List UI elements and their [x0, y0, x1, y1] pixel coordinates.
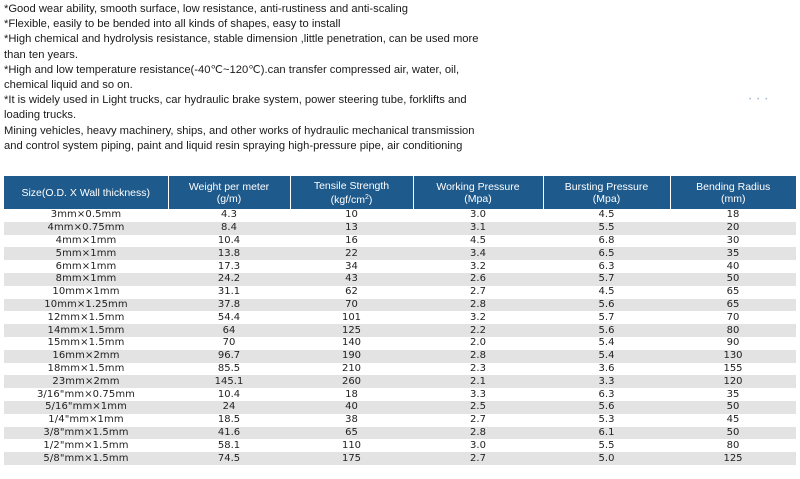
cell-bursting-pressure: 5.4 — [543, 337, 670, 350]
cell-weight: 4.3 — [168, 209, 290, 222]
description-line: *Flexible, easily to be bended into all kinds of shapes, easy to install — [4, 18, 341, 31]
cell-size: 6mm×1mm — [4, 260, 168, 273]
cell-working-pressure: 3.4 — [413, 247, 543, 260]
cell-tensile: 210 — [290, 363, 413, 376]
cell-bending-radius: 80 — [670, 439, 796, 452]
cell-bursting-pressure: 5.7 — [543, 273, 670, 286]
cell-bending-radius: 45 — [670, 414, 796, 427]
header-working-pressure: Working Pressure (Mpa) — [413, 176, 543, 209]
table-row — [4, 350, 796, 363]
cell-bursting-pressure: 5.6 — [543, 299, 670, 312]
decorative-dots: ••• — [749, 97, 774, 103]
cell-bursting-pressure: 6.1 — [543, 427, 670, 440]
table-row — [4, 247, 796, 260]
cell-working-pressure: 3.3 — [413, 388, 543, 401]
cell-weight: 24.2 — [168, 273, 290, 286]
cell-working-pressure: 2.6 — [413, 273, 543, 286]
cell-size: 15mm×1.5mm — [4, 337, 168, 350]
table-row — [4, 299, 796, 312]
cell-weight: 41.6 — [168, 427, 290, 440]
cell-working-pressure: 3.2 — [413, 311, 543, 324]
cell-tensile: 190 — [290, 350, 413, 363]
cell-bending-radius: 50 — [670, 427, 796, 440]
description-line: than ten years. — [4, 48, 79, 61]
description-line: *High chemical and hydrolysis resistance, stable dimension ,little penetration, can be used more — [4, 33, 479, 46]
cell-weight: 64 — [168, 324, 290, 337]
cell-tensile: 175 — [290, 452, 413, 465]
header-bursting-pressure: Bursting Pressure (Mpa) — [543, 176, 670, 209]
cell-working-pressure: 2.1 — [413, 375, 543, 388]
header-bending-radius: Bending Radius (mm) — [670, 176, 796, 209]
cell-bursting-pressure: 3.3 — [543, 375, 670, 388]
cell-size: 3/16"mm×0.75mm — [4, 388, 168, 401]
cell-tensile: 22 — [290, 247, 413, 260]
cell-bending-radius: 120 — [670, 375, 796, 388]
table-row — [4, 452, 796, 465]
cell-bending-radius: 80 — [670, 324, 796, 337]
cell-tensile: 13 — [290, 222, 413, 235]
cell-tensile: 40 — [290, 401, 413, 414]
product-description — [4, 2, 504, 154]
cell-working-pressure: 2.3 — [413, 363, 543, 376]
cell-working-pressure: 2.8 — [413, 427, 543, 440]
cell-bending-radius: 155 — [670, 363, 796, 376]
table-row — [4, 439, 796, 452]
cell-bursting-pressure: 5.6 — [543, 401, 670, 414]
cell-size: 5/16"mm×1mm — [4, 401, 168, 414]
table-row — [4, 286, 796, 299]
cell-size: 3/8"mm×1.5mm — [4, 427, 168, 440]
cell-bending-radius: 50 — [670, 401, 796, 414]
cell-bending-radius: 35 — [670, 388, 796, 401]
cell-size: 16mm×2mm — [4, 350, 168, 363]
cell-working-pressure: 2.8 — [413, 350, 543, 363]
cell-bending-radius: 18 — [670, 209, 796, 222]
cell-working-pressure: 2.7 — [413, 452, 543, 465]
cell-size: 12mm×1.5mm — [4, 311, 168, 324]
description-line: Mining vehicles, heavy machinery, ships, and other works of hydraulic mechanical transmission — [4, 124, 475, 137]
cell-weight: 18.5 — [168, 414, 290, 427]
cell-bending-radius: 20 — [670, 222, 796, 235]
cell-size: 18mm×1.5mm — [4, 363, 168, 376]
specification-table — [4, 176, 796, 465]
header-size: Size(O.D. X Wall thickness) — [4, 176, 168, 209]
cell-size: 4mm×0.75mm — [4, 222, 168, 235]
cell-bursting-pressure: 4.5 — [543, 286, 670, 299]
cell-working-pressure: 3.0 — [413, 439, 543, 452]
table-row — [4, 363, 796, 376]
cell-bursting-pressure: 5.6 — [543, 324, 670, 337]
table-row — [4, 324, 796, 337]
cell-bursting-pressure: 6.3 — [543, 388, 670, 401]
cell-weight: 24 — [168, 401, 290, 414]
cell-working-pressure: 2.2 — [413, 324, 543, 337]
cell-bursting-pressure: 6.8 — [543, 235, 670, 248]
cell-tensile: 43 — [290, 273, 413, 286]
cell-working-pressure: 2.8 — [413, 299, 543, 312]
description-line: *Good wear ability, smooth surface, low resistance, anti-rustiness and anti-scaling — [4, 3, 408, 15]
table-row — [4, 427, 796, 440]
cell-bursting-pressure: 4.5 — [543, 209, 670, 222]
cell-tensile: 18 — [290, 388, 413, 401]
cell-size: 23mm×2mm — [4, 375, 168, 388]
table-row — [4, 260, 796, 273]
cell-bending-radius: 65 — [670, 286, 796, 299]
cell-size: 3mm×0.5mm — [4, 209, 168, 222]
description-line: chemical liquid and so on. — [4, 79, 133, 92]
description-line: loading trucks. — [4, 109, 77, 122]
cell-tensile: 10 — [290, 209, 413, 222]
cell-size: 4mm×1mm — [4, 235, 168, 248]
cell-bending-radius: 70 — [670, 311, 796, 324]
cell-bending-radius: 35 — [670, 247, 796, 260]
table-row — [4, 209, 796, 222]
cell-weight: 10.4 — [168, 388, 290, 401]
cell-working-pressure: 2.0 — [413, 337, 543, 350]
cell-weight: 74.5 — [168, 452, 290, 465]
header-tensile: Tensile Strength $(kgf/cm^2)$ — [290, 176, 413, 209]
cell-weight: 8.4 — [168, 222, 290, 235]
cell-weight: 58.1 — [168, 439, 290, 452]
cell-weight: 31.1 — [168, 286, 290, 299]
cell-bursting-pressure: 5.7 — [543, 311, 670, 324]
table-row — [4, 375, 796, 388]
cell-working-pressure: 3.0 — [413, 209, 543, 222]
cell-size: 1/2"mm×1.5mm — [4, 439, 168, 452]
cell-tensile: 70 — [290, 299, 413, 312]
table-row — [4, 414, 796, 427]
cell-bursting-pressure: 5.0 — [543, 452, 670, 465]
cell-size: 5/8"mm×1.5mm — [4, 452, 168, 465]
cell-working-pressure: 2.7 — [413, 286, 543, 299]
cell-weight: 10.4 — [168, 235, 290, 248]
cell-bending-radius: 40 — [670, 260, 796, 273]
cell-tensile: 110 — [290, 439, 413, 452]
description-line: *High and low temperature resistance(-40℃~120℃).can transfer compressed air, water, oil, — [4, 63, 460, 76]
cell-size: 10mm×1.25mm — [4, 299, 168, 312]
cell-size: 5mm×1mm — [4, 247, 168, 260]
cell-bursting-pressure: 3.6 — [543, 363, 670, 376]
description-line: and control system piping, paint and liquid resin spraying high-pressure pipe, air conditioning — [4, 139, 463, 152]
cell-weight: 54.4 — [168, 311, 290, 324]
cell-weight: 17.3 — [168, 260, 290, 273]
cell-tensile: 34 — [290, 260, 413, 273]
cell-bending-radius: 130 — [670, 350, 796, 363]
cell-working-pressure: 4.5 — [413, 235, 543, 248]
cell-size: 8mm×1mm — [4, 273, 168, 286]
cell-bending-radius: 50 — [670, 273, 796, 286]
cell-tensile: 62 — [290, 286, 413, 299]
cell-weight: 96.7 — [168, 350, 290, 363]
cell-bending-radius: 125 — [670, 452, 796, 465]
table-row — [4, 311, 796, 324]
table-row — [4, 401, 796, 414]
cell-tensile: 38 — [290, 414, 413, 427]
cell-bursting-pressure: 5.3 — [543, 414, 670, 427]
table-row — [4, 222, 796, 235]
cell-working-pressure: 2.7 — [413, 414, 543, 427]
cell-bursting-pressure: 6.5 — [543, 247, 670, 260]
cell-weight: 145.1 — [168, 375, 290, 388]
cell-bursting-pressure: 6.3 — [543, 260, 670, 273]
header-weight: Weight per meter (g/m) — [168, 176, 290, 209]
table-row — [4, 235, 796, 248]
cell-weight: 37.8 — [168, 299, 290, 312]
cell-bursting-pressure: 5.4 — [543, 350, 670, 363]
cell-weight: 13.8 — [168, 247, 290, 260]
cell-size: 14mm×1.5mm — [4, 324, 168, 337]
cell-working-pressure: 3.2 — [413, 260, 543, 273]
table-body — [4, 209, 796, 465]
cell-working-pressure: 3.1 — [413, 222, 543, 235]
cell-weight: 70 — [168, 337, 290, 350]
cell-bending-radius: 65 — [670, 299, 796, 312]
cell-bursting-pressure: 5.5 — [543, 222, 670, 235]
cell-bursting-pressure: 5.5 — [543, 439, 670, 452]
cell-tensile: 101 — [290, 311, 413, 324]
table-header-row — [4, 176, 796, 209]
cell-tensile: 65 — [290, 427, 413, 440]
cell-size: 1/4"mm×1mm — [4, 414, 168, 427]
cell-tensile: 260 — [290, 375, 413, 388]
table-row — [4, 273, 796, 286]
table-row — [4, 388, 796, 401]
cell-working-pressure: 2.5 — [413, 401, 543, 414]
cell-tensile: 125 — [290, 324, 413, 337]
table-row — [4, 337, 796, 350]
cell-tensile: 140 — [290, 337, 413, 350]
description-line: *It is widely used in Light trucks, car hydraulic brake system, power steering tube, forklifts and — [4, 94, 467, 107]
cell-tensile: 16 — [290, 235, 413, 248]
cell-bending-radius: 30 — [670, 235, 796, 248]
cell-weight: 85.5 — [168, 363, 290, 376]
cell-size: 10mm×1mm — [4, 286, 168, 299]
cell-bending-radius: 90 — [670, 337, 796, 350]
